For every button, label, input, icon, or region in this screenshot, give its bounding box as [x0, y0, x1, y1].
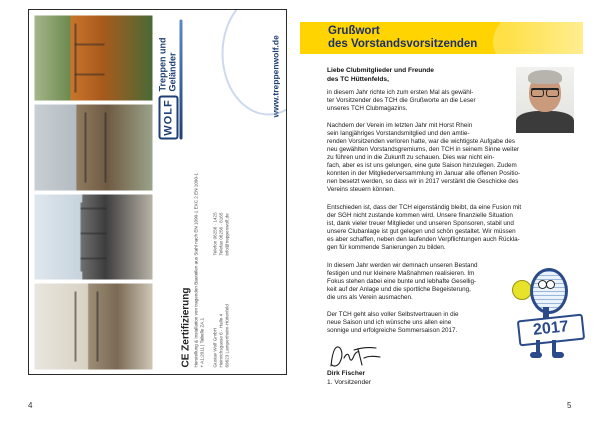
- text-line: keit auf der Anlage und die sportliche Begeisterung,: [327, 286, 471, 294]
- text-line: unsere Clubanlage ist gut gelegen und schön gestaltet. Wir müssen: [327, 228, 516, 236]
- text-line: Der TCH geht also voller Selbstvertrauen in die: [327, 311, 459, 318]
- tennis-racket-mascot: [500, 262, 586, 360]
- ad-address: [212, 257, 230, 367]
- paragraph-3: [327, 204, 575, 252]
- wolf-logo-text: [157, 37, 177, 91]
- logo-swoosh: [179, 19, 182, 139]
- text-line: Fokus stehen dabei eine bunte und lebhafte Gesellig-: [327, 278, 477, 286]
- wolf-logo: [156, 19, 180, 139]
- text-line: die uns als Verein ausmachen.: [327, 294, 413, 302]
- wolf-logo-mark: WOLF: [158, 95, 178, 139]
- page-number-right: 5: [567, 401, 572, 410]
- title-line-2: des Vorstandsvorsitzenden: [328, 38, 478, 50]
- address-line: 69623 Lampertheim-Hüttenfeld: [224, 303, 229, 367]
- page-title: [328, 25, 477, 51]
- text-line: fach, aber es ist uns gelungen, eine gute Saison hinzulegen. Zudem: [327, 162, 517, 170]
- salutation-line-1: Liebe Clubmitglieder und Freunde: [327, 67, 434, 74]
- paragraph-5: [327, 311, 503, 335]
- ad-photo-staircase-interior: [34, 284, 152, 370]
- text-line: Vereins steuern können.: [327, 186, 395, 194]
- portrait-hair: [528, 70, 562, 84]
- signer-name: Dirk Fischer: [327, 370, 366, 377]
- portrait-glasses: [531, 88, 559, 97]
- text-line: sein langjähriges Vorstandsmitglied und den amtie-: [327, 130, 470, 138]
- text-line: ter Vorsitzender des TCH die Grußworte an die Leser: [327, 97, 476, 105]
- text-line: In diesem Jahr werden wir demnach unseren Bestand: [327, 262, 478, 269]
- text-line: ist, dank vieler treuer Mitglieder und unseren Sponsoren, stabil und: [327, 220, 514, 228]
- contact-line: Telefon 06256 · 1425: [212, 211, 217, 255]
- text-line: konnten in der Mitgliederversammlung im Januar alle offenen Positio-: [327, 170, 521, 178]
- advertisement: [28, 9, 287, 375]
- tennis-ball: [512, 280, 532, 300]
- salutation: [327, 67, 434, 84]
- paragraph-4: [327, 262, 503, 302]
- ad-photo-garden-railing: [34, 15, 152, 101]
- ad-photo-strip: [34, 11, 152, 373]
- text-line: gen für kommende Sanierungen zu bilden.: [327, 244, 446, 252]
- text-line: in diesem Jahr richte ich zum ersten Mal als gewähl-: [327, 89, 474, 96]
- mascot-year-banner: 2017: [517, 314, 585, 347]
- text-line: nen besetzt werden, so dass wir in 2017 verstärkt die Geschicke des: [327, 178, 519, 186]
- ad-photo-exterior-stairs: [34, 105, 152, 191]
- paragraph-1: [327, 89, 513, 113]
- handwritten-signature: [328, 344, 384, 370]
- salutation-line-2: des TC Hüttenfelds,: [327, 75, 389, 83]
- logo-line-1: Treppen und: [157, 37, 167, 91]
- text-line: der SGH nicht zustande kommen wird. Unsere finanzielle Situation: [327, 212, 513, 220]
- paragraph-2: [327, 122, 575, 194]
- title-line-1: Grußwort: [328, 25, 380, 37]
- title-band: [300, 22, 583, 54]
- advertisement-rotated-content: [30, 11, 285, 373]
- ad-heading: CE Zertifizierung: [180, 286, 191, 367]
- text-line: neue Saison und ich wünsche uns allen eine: [327, 319, 452, 327]
- ad-decorative-arc: [221, 9, 287, 115]
- ad-contact: [212, 145, 230, 255]
- address-line: Gustav Wolf GmbH: [212, 327, 217, 367]
- text-line: renden Vorsitzenden verloren hatte, war die wichtigste Aufgabe des: [327, 138, 515, 146]
- text-line: Nachdem der Verein im letzten Jahr mit Horst Rhein: [327, 122, 473, 129]
- text-line: neu gewählten Vorstandsgremiums, den TCH in seinem Sinne weiter: [327, 146, 520, 154]
- ad-subtext: Herstellung & Installation von tragenden Bauteilen aus Stahl nach EN 1090-1 EXC 2 EN 1090-1 + A1:2011 | Tabelle ZA.1: [193, 172, 204, 367]
- text-line: festigen und nur kleinere Maßnahmen realisieren. Im: [327, 270, 475, 278]
- page-number-left: 4: [28, 401, 33, 410]
- text-line: Entschieden ist, dass der TCH eigenständig bleibt, da eine Fusion mit: [327, 204, 522, 211]
- text-line: zu führen und in die Zukunft zu schauen. Dies war nicht ein-: [327, 154, 495, 162]
- address-line: Heinrichsgasse 6 · Halle 4: [218, 313, 223, 367]
- mascot-face: [538, 280, 554, 294]
- text-line: sonnige und erfolgreiche Sommersaison 2017.: [327, 327, 458, 335]
- contact-line: Telefax 06256 · 8165: [218, 212, 223, 255]
- signer-role: 1. Vorsitzender: [327, 379, 371, 386]
- logo-line-2: Geländer: [167, 51, 177, 91]
- text-line: es aber schaffen, neben den laufenden Verpflichtungen auch Rückla-: [327, 236, 520, 244]
- ad-photo-balcony-railing: [34, 194, 152, 280]
- ad-website-url: www.treppenwolf.de: [270, 34, 280, 117]
- text-line: unseres TCH Clubmagazins.: [327, 105, 408, 113]
- contact-line: info@treppenwolf.de: [224, 212, 229, 255]
